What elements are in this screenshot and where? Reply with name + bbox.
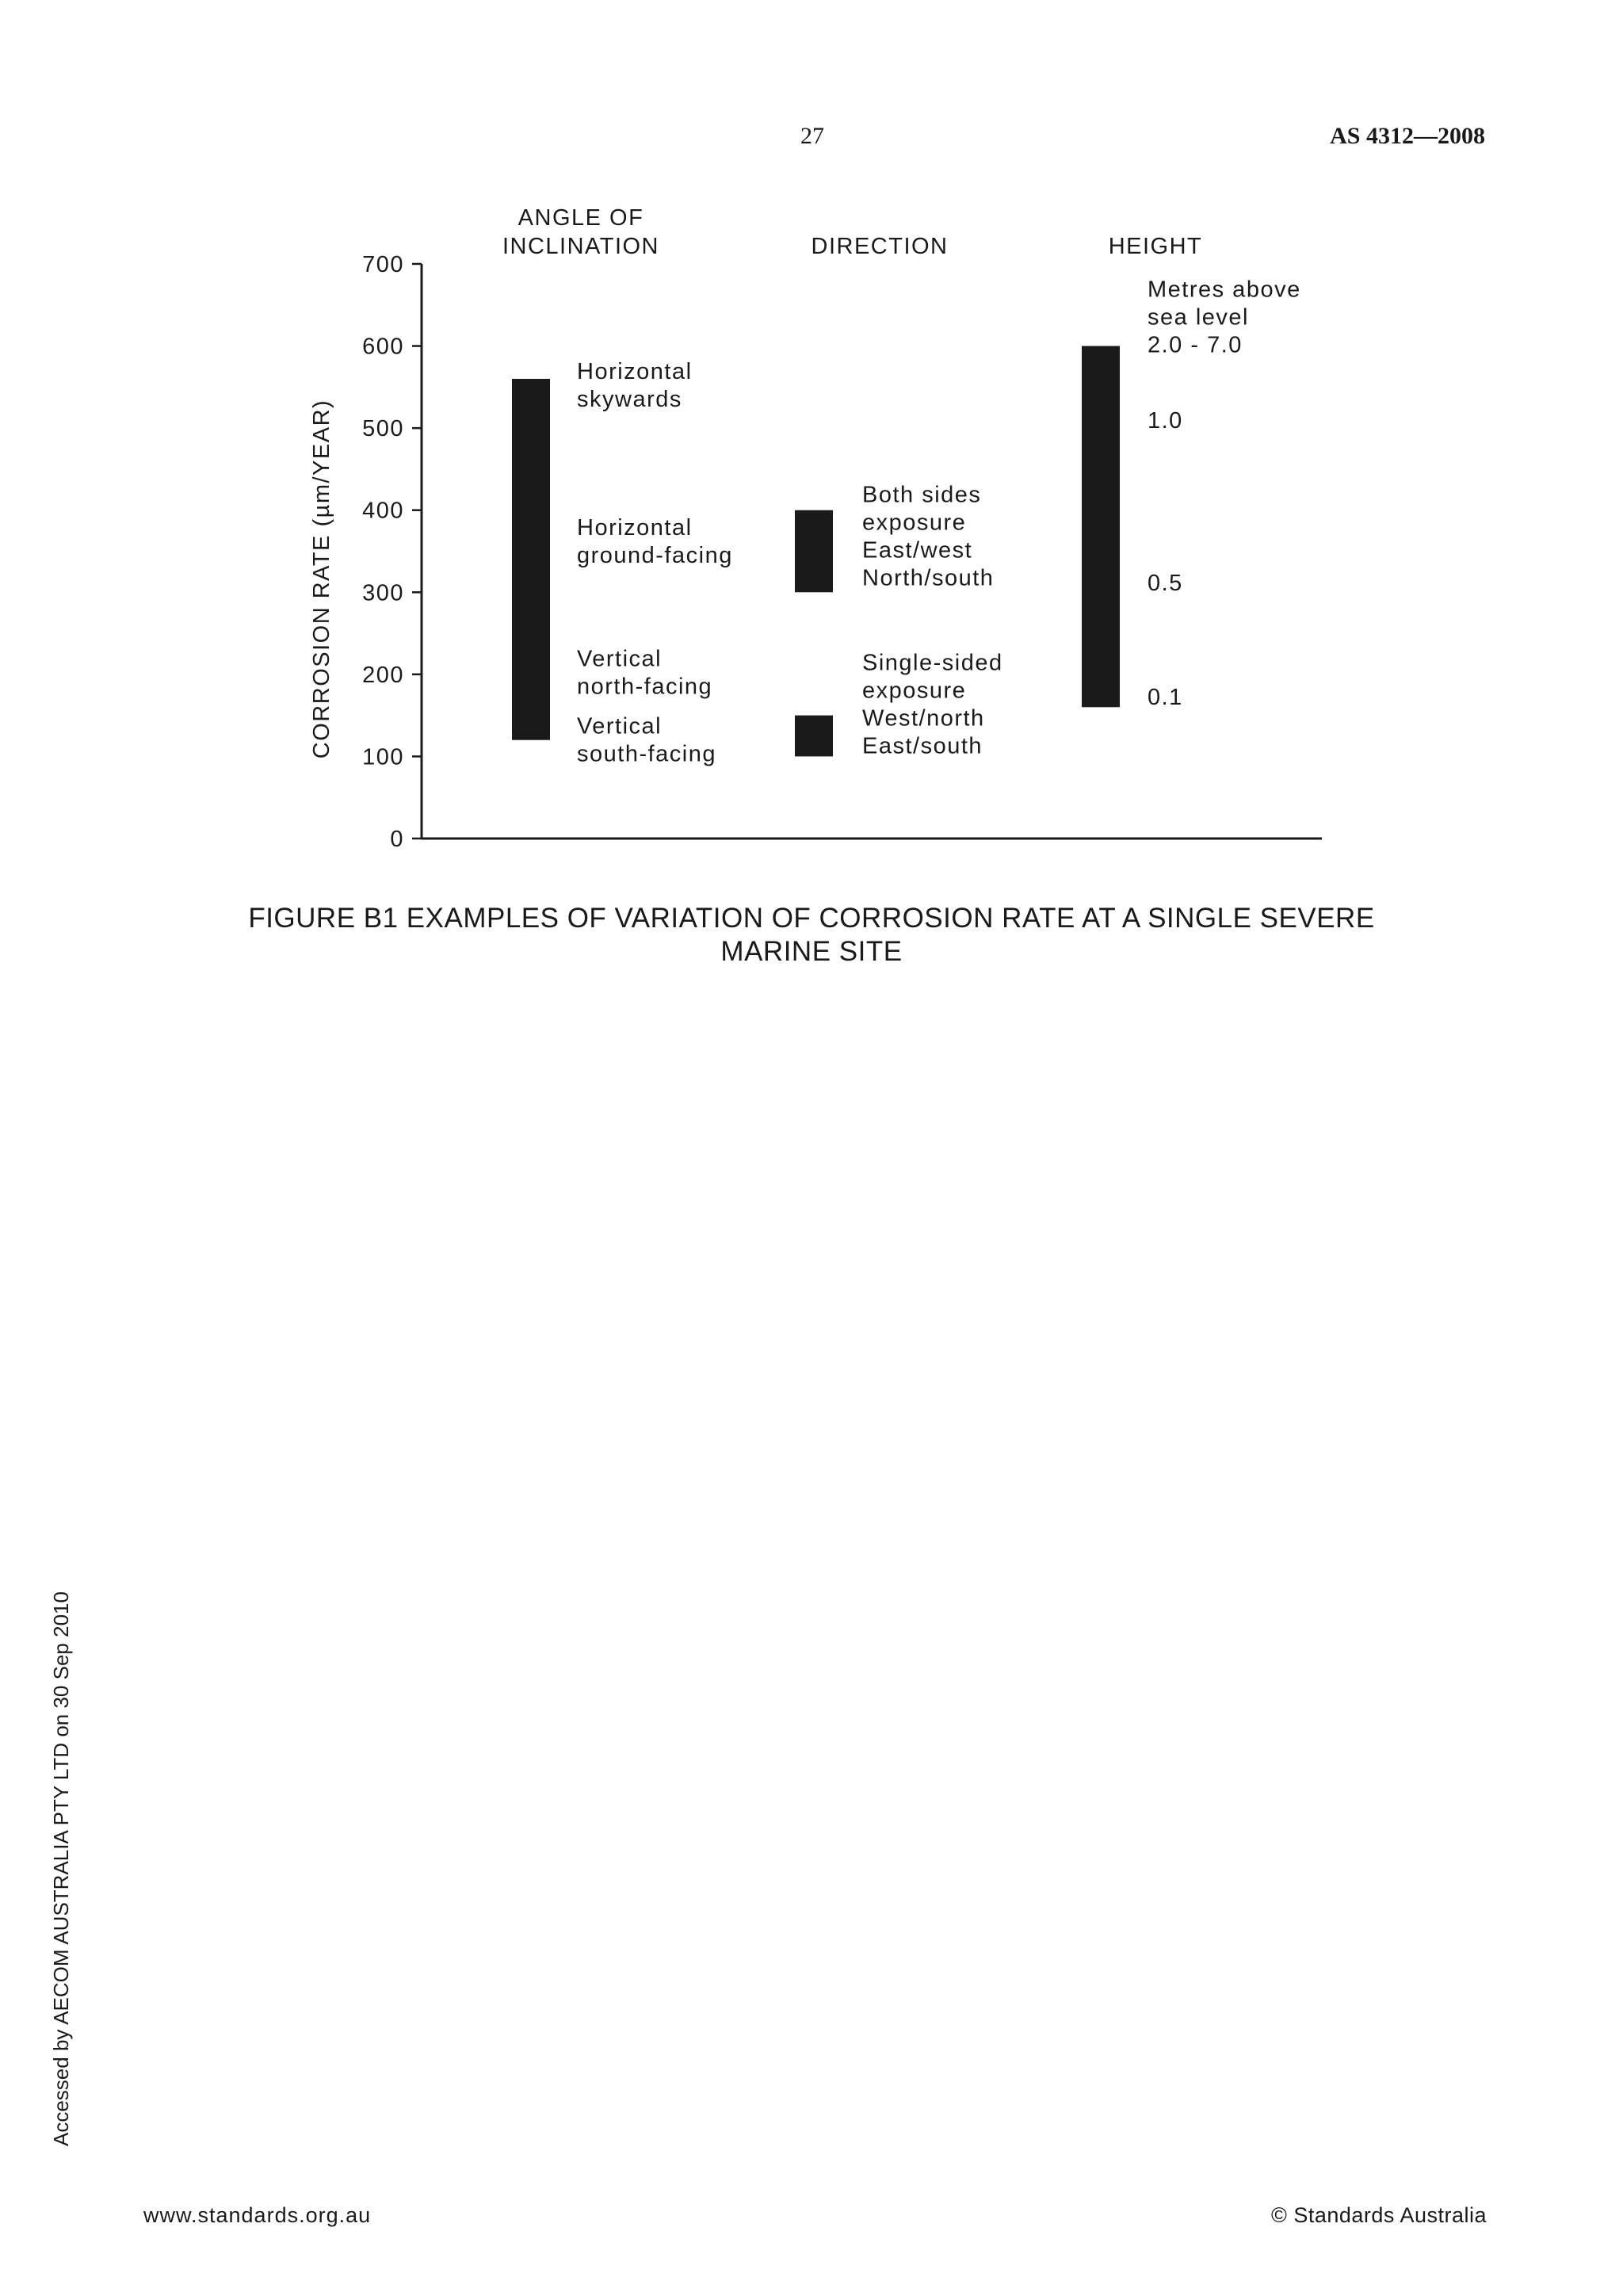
footer-copyright: © Standards Australia	[1270, 2203, 1487, 2227]
bar-annotation: skywards	[577, 387, 682, 412]
group-title: ANGLE OF	[517, 205, 644, 231]
range-bar	[512, 379, 550, 740]
bar-annotation: East/south	[862, 733, 983, 759]
page-number: 27	[800, 123, 824, 149]
y-tick-label: 600	[362, 334, 404, 360]
bar-annotation: south-facing	[577, 741, 716, 767]
bar-annotation: exposure	[862, 678, 967, 704]
bar-annotation: 0.5	[1148, 571, 1183, 597]
bar-annotation: East/west	[862, 537, 973, 563]
y-tick-label: 400	[362, 498, 404, 524]
access-note: Accessed by AECOM AUSTRALIA PTY LTD on 30 Sep 2010	[49, 1591, 73, 2146]
bar-annotation: Single-sided	[862, 650, 1003, 676]
bar-annotation: 2.0 - 7.0	[1148, 332, 1243, 358]
bar-annotation: West/north	[862, 705, 985, 732]
bar-annotation: Both sides	[862, 482, 982, 508]
y-tick-label: 500	[362, 416, 404, 442]
figure-caption	[0, 902, 1623, 968]
bar-annotation: 0.1	[1148, 685, 1183, 711]
group-title: DIRECTION	[811, 234, 949, 259]
bar-annotation: north-facing	[577, 674, 713, 700]
bar-annotation: exposure	[862, 510, 967, 536]
bar-annotation: Vertical	[577, 713, 663, 739]
y-tick-label: 300	[362, 580, 404, 606]
bar-annotation: Vertical	[577, 646, 663, 672]
standard-number: AS 4312—2008	[1330, 123, 1485, 149]
caption-line-2: MARINE SITE	[720, 936, 903, 967]
range-bar	[1082, 346, 1120, 708]
bar-annotation: sea level	[1148, 304, 1249, 330]
corrosion-rate-chart	[0, 0, 1623, 888]
y-tick-label: 100	[362, 744, 404, 770]
y-tick-label: 700	[362, 252, 404, 277]
y-axis-title: CORROSION RATE (µm/YEAR)	[309, 399, 334, 759]
group-title: HEIGHT	[1108, 234, 1203, 259]
footer-website: www.standards.org.au	[143, 2203, 372, 2227]
bar-annotation: North/south	[862, 565, 995, 591]
bar-annotation: Horizontal	[577, 514, 693, 541]
range-bar	[795, 716, 833, 757]
bar-annotation: Horizontal	[577, 359, 693, 384]
caption-line-1: FIGURE B1 EXAMPLES OF VARIATION OF CORROSION RATE AT A SINGLE SEVERE	[248, 903, 1375, 934]
bar-annotation: Metres above	[1148, 277, 1301, 303]
range-bar	[795, 510, 833, 593]
bar-annotation: ground-facing	[577, 542, 733, 568]
bar-annotation: 1.0	[1148, 408, 1183, 434]
group-title: INCLINATION	[502, 234, 660, 259]
y-tick-label: 200	[362, 662, 404, 688]
y-tick-label: 0	[390, 827, 404, 852]
